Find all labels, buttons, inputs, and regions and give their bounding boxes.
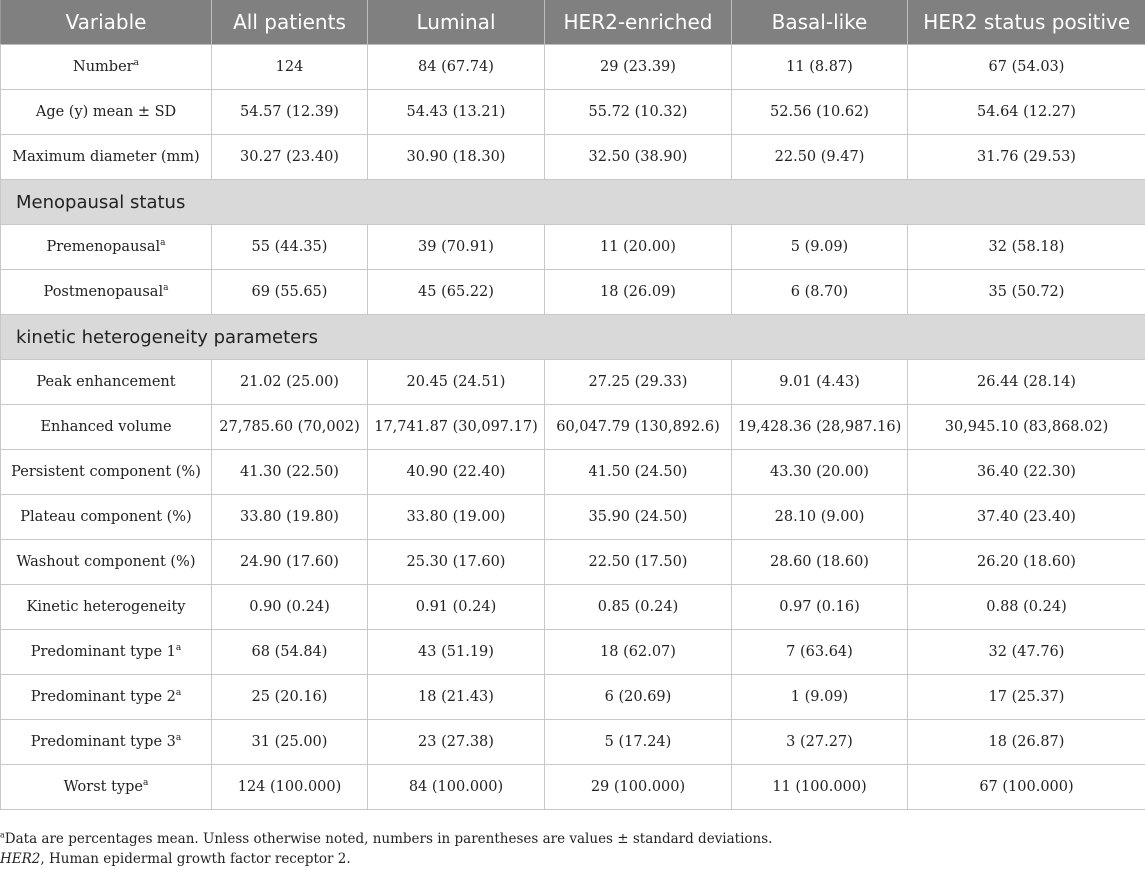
table-cell: 32.50 (38.90) <box>545 135 732 180</box>
table-cell: 17,741.87 (30,097.17) <box>368 405 545 450</box>
row-label <box>1 540 212 585</box>
table-cell: 7 (63.64) <box>732 630 908 675</box>
table-row <box>1 450 1145 495</box>
table-row <box>1 630 1145 675</box>
table-cell: 0.85 (0.24) <box>545 585 732 630</box>
section-row <box>1 315 1145 360</box>
table-cell: 33.80 (19.00) <box>368 495 545 540</box>
table-row <box>1 45 1145 90</box>
table-cell: 0.97 (0.16) <box>732 585 908 630</box>
section-row <box>1 180 1145 225</box>
row-label-text: Predominant type 3 <box>30 734 176 750</box>
row-label-text: Enhanced volume <box>40 419 172 435</box>
table-row <box>1 720 1145 765</box>
table-cell: 29 (23.39) <box>545 45 732 90</box>
table-cell: 54.64 (12.27) <box>908 90 1145 135</box>
column-header: Basal-like <box>732 0 908 45</box>
table-cell: 54.43 (13.21) <box>368 90 545 135</box>
table-cell: 35.90 (24.50) <box>545 495 732 540</box>
table-row <box>1 495 1145 540</box>
table-cell: 124 <box>212 45 368 90</box>
table-cell: 35 (50.72) <box>908 270 1145 315</box>
row-label-text: Plateau component (%) <box>20 509 192 525</box>
row-label <box>1 675 212 720</box>
table-cell: 69 (55.65) <box>212 270 368 315</box>
table-cell: 17 (25.37) <box>908 675 1145 720</box>
row-label <box>1 225 212 270</box>
table-cell: 5 (17.24) <box>545 720 732 765</box>
table-cell: 20.45 (24.51) <box>368 360 545 405</box>
table-cell: 32 (58.18) <box>908 225 1145 270</box>
table-row <box>1 675 1145 720</box>
table-cell: 11 (100.000) <box>732 765 908 810</box>
table-cell: 31 (25.00) <box>212 720 368 765</box>
table-cell: 36.40 (22.30) <box>908 450 1145 495</box>
table-cell: 41.30 (22.50) <box>212 450 368 495</box>
row-label-text: Predominant type 2 <box>30 689 176 705</box>
table-cell: 28.10 (9.00) <box>732 495 908 540</box>
column-header: HER2-enriched <box>545 0 732 45</box>
footnote-marker: a <box>142 778 149 789</box>
table-cell: 54.57 (12.39) <box>212 90 368 135</box>
table-cell: 55.72 (10.32) <box>545 90 732 135</box>
row-label <box>1 495 212 540</box>
row-label <box>1 270 212 315</box>
table-cell: 30.27 (23.40) <box>212 135 368 180</box>
table-cell: 25.30 (17.60) <box>368 540 545 585</box>
table-body <box>1 45 1145 810</box>
table-cell: 40.90 (22.40) <box>368 450 545 495</box>
footnote-marker: a <box>163 283 169 294</box>
table-cell: 30.90 (18.30) <box>368 135 545 180</box>
row-label-text: Persistent component (%) <box>11 464 201 480</box>
table-cell: 43.30 (20.00) <box>732 450 908 495</box>
footnote-a <box>0 831 1145 847</box>
table-cell: 31.76 (29.53) <box>908 135 1145 180</box>
column-header: Luminal <box>368 0 545 45</box>
footnote-marker: a <box>133 58 139 69</box>
footnote-marker: a <box>160 238 166 249</box>
row-label <box>1 360 212 405</box>
table-row <box>1 270 1145 315</box>
row-label-text: Maximum diameter (mm) <box>12 149 200 165</box>
table-cell: 9.01 (4.43) <box>732 360 908 405</box>
row-label-text: Peak enhancement <box>36 374 176 390</box>
table-cell: 5 (9.09) <box>732 225 908 270</box>
row-label <box>1 405 212 450</box>
table-cell: 26.20 (18.60) <box>908 540 1145 585</box>
table-row <box>1 585 1145 630</box>
row-label-text: Postmenopausal <box>43 284 164 300</box>
column-header: HER2 status positive <box>908 0 1145 45</box>
section-label: kinetic heterogeneity parameters <box>1 315 1145 360</box>
table-cell: 52.56 (10.62) <box>732 90 908 135</box>
table-cell: 45 (65.22) <box>368 270 545 315</box>
row-label <box>1 720 212 765</box>
table-cell: 39 (70.91) <box>368 225 545 270</box>
table-row <box>1 540 1145 585</box>
table-cell: 68 (54.84) <box>212 630 368 675</box>
row-label <box>1 630 212 675</box>
table-cell: 0.91 (0.24) <box>368 585 545 630</box>
table-cell: 43 (51.19) <box>368 630 545 675</box>
row-label <box>1 90 212 135</box>
table-cell: 67 (54.03) <box>908 45 1145 90</box>
table-cell: 28.60 (18.60) <box>732 540 908 585</box>
table-cell: 124 (100.000) <box>212 765 368 810</box>
table-cell: 60,047.79 (130,892.6) <box>545 405 732 450</box>
table-cell: 0.88 (0.24) <box>908 585 1145 630</box>
table-cell: 33.80 (19.80) <box>212 495 368 540</box>
section-label: Menopausal status <box>1 180 1145 225</box>
table-cell: 6 (20.69) <box>545 675 732 720</box>
header-row <box>1 0 1145 45</box>
table-cell: 55 (44.35) <box>212 225 368 270</box>
row-label-text: Age (y) mean ± SD <box>35 104 177 120</box>
row-label-text: Number <box>73 59 134 75</box>
table-cell: 30,945.10 (83,868.02) <box>908 405 1145 450</box>
table-cell: 32 (47.76) <box>908 630 1145 675</box>
table-cell: 22.50 (9.47) <box>732 135 908 180</box>
table-cell: 27,785.60 (70,002) <box>212 405 368 450</box>
table-cell: 27.25 (29.33) <box>545 360 732 405</box>
table-cell: 24.90 (17.60) <box>212 540 368 585</box>
table-cell: 18 (21.43) <box>368 675 545 720</box>
table-cell: 3 (27.27) <box>732 720 908 765</box>
footnote-marker: a <box>175 733 182 744</box>
row-label-text: Washout component (%) <box>16 554 196 570</box>
table-cell: 29 (100.000) <box>545 765 732 810</box>
row-label <box>1 135 212 180</box>
row-label <box>1 585 212 630</box>
table-row <box>1 765 1145 810</box>
footnote-marker: a <box>0 830 5 840</box>
table-cell: 84 (100.000) <box>368 765 545 810</box>
footnote-marker: a <box>175 643 182 654</box>
row-label <box>1 45 212 90</box>
column-header: All patients <box>212 0 368 45</box>
table-cell: 22.50 (17.50) <box>545 540 732 585</box>
footnote-a-text: Data are percentages mean. Unless otherwise noted, numbers in parentheses are values ± standard deviations. <box>4 831 773 847</box>
table-cell: 25 (20.16) <box>212 675 368 720</box>
table-row <box>1 360 1145 405</box>
table-cell: 18 (26.09) <box>545 270 732 315</box>
row-label-text: Kinetic heterogeneity <box>26 599 186 615</box>
row-label <box>1 450 212 495</box>
table-cell: 18 (26.87) <box>908 720 1145 765</box>
footnote-marker: a <box>175 688 182 699</box>
row-label-text: Premenopausal <box>46 239 161 255</box>
table-cell: 6 (8.70) <box>732 270 908 315</box>
table-cell: 18 (62.07) <box>545 630 732 675</box>
table-row <box>1 405 1145 450</box>
table-cell: 0.90 (0.24) <box>212 585 368 630</box>
column-header: Variable <box>1 0 212 45</box>
table-row <box>1 90 1145 135</box>
table-cell: 37.40 (23.40) <box>908 495 1145 540</box>
table-cell: 84 (67.74) <box>368 45 545 90</box>
table-cell: 26.44 (28.14) <box>908 360 1145 405</box>
table-cell: 67 (100.000) <box>908 765 1145 810</box>
row-label-text: Predominant type 1 <box>30 644 176 660</box>
table-cell: 11 (8.87) <box>732 45 908 90</box>
abbreviation-term: HER2 <box>0 851 41 867</box>
table-cell: 11 (20.00) <box>545 225 732 270</box>
table-row <box>1 225 1145 270</box>
table-cell: 41.50 (24.50) <box>545 450 732 495</box>
row-label-text: Worst type <box>63 779 143 795</box>
table-cell: 19,428.36 (28,987.16) <box>732 405 908 450</box>
table-cell: 1 (9.09) <box>732 675 908 720</box>
table-row <box>1 135 1145 180</box>
table-cell: 21.02 (25.00) <box>212 360 368 405</box>
footnote-abbreviation <box>0 851 1145 867</box>
row-label <box>1 765 212 810</box>
table-cell: 23 (27.38) <box>368 720 545 765</box>
abbreviation-text: , Human epidermal growth factor receptor 2. <box>40 851 351 867</box>
